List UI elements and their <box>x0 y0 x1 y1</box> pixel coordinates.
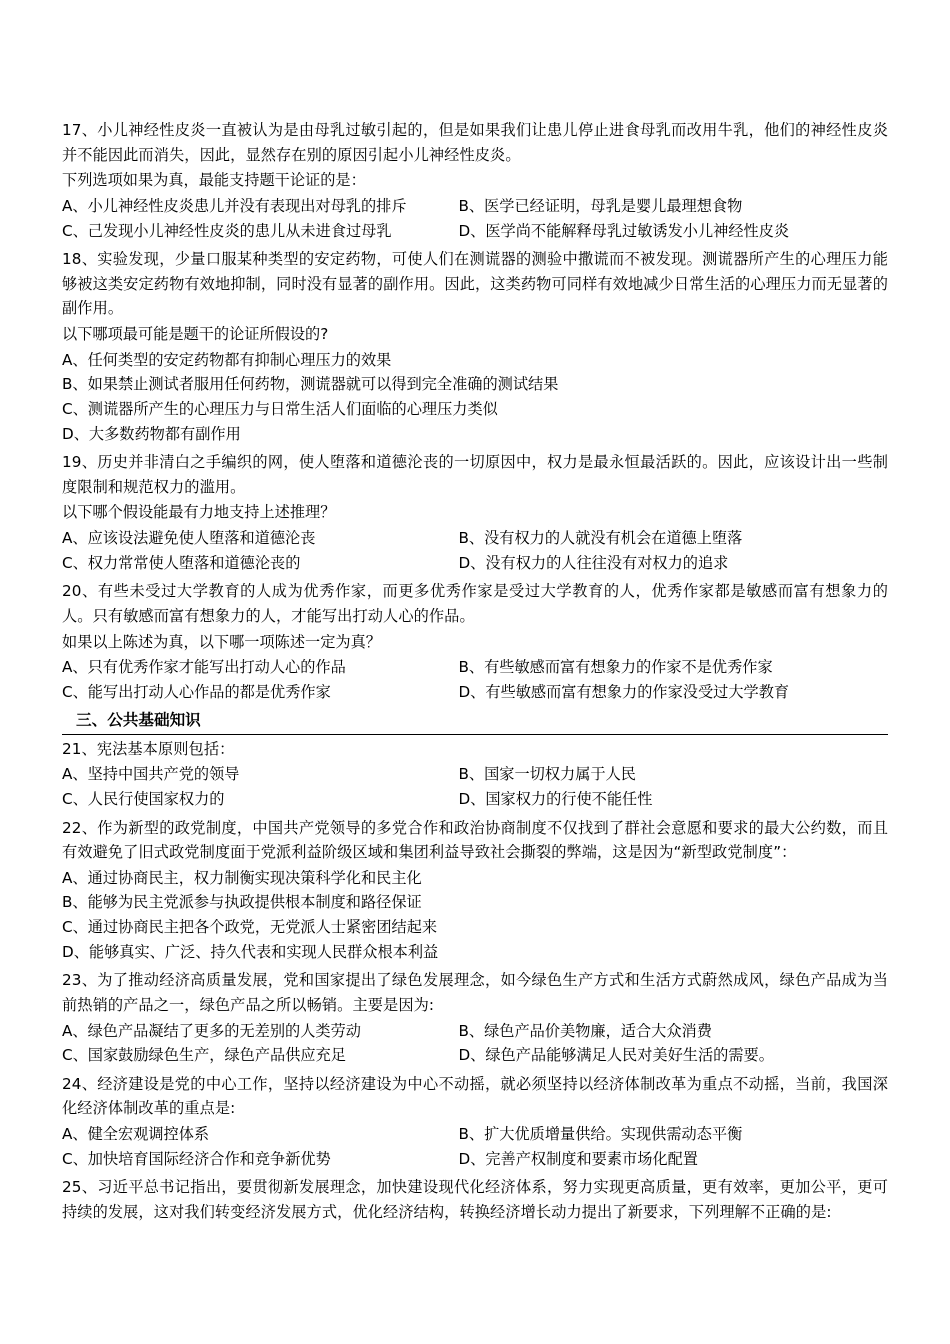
option-c[interactable]: C、人民行使国家权力的 <box>62 789 225 808</box>
option-a[interactable]: A、健全宏观调控体系 <box>62 1125 210 1143</box>
option-row <box>62 194 888 219</box>
option-b[interactable]: B、医学已经证明，母乳是婴儿最理想食物 <box>458 196 743 215</box>
options-group <box>62 526 888 575</box>
question-block-24 <box>62 1072 888 1172</box>
option-d[interactable]: D、绿色产品能够满足人民对美好生活的需要。 <box>458 1046 774 1065</box>
option-b[interactable]: B、扩大优质增量供给。实现供需动态平衡 <box>458 1125 743 1143</box>
options-group <box>62 655 888 704</box>
question-block-20 <box>62 579 888 704</box>
option-c[interactable]: C、权力常常使人堕落和道德沦丧的 <box>62 553 301 572</box>
option-c[interactable]: C、测谎器所产生的心理压力与日常生活人们面临的心理压力类似 <box>62 399 498 418</box>
options-group <box>62 194 888 243</box>
option-b[interactable]: B、如果禁止测试者服用任何药物，测谎器就可以得到完全准确的测试结果 <box>62 375 559 394</box>
option-row <box>62 1147 888 1172</box>
option-d[interactable]: D、国家权力的行使不能任性 <box>458 789 653 808</box>
option-d[interactable]: D、完善产权制度和要素市场化配置 <box>458 1149 698 1168</box>
option-a[interactable]: A、只有优秀作家才能写出打动人心的作品 <box>62 658 346 677</box>
option-row <box>62 551 888 576</box>
option-d[interactable]: D、有些敏感而富有想象力的作家没受过大学教育 <box>458 682 790 701</box>
option-c[interactable]: C、能写出打动人心作品的都是优秀作家 <box>62 682 331 701</box>
option-row <box>62 680 888 705</box>
question-stem: 24、经济建设是党的中心工作，坚持以经济建设为中心不动摇，就必须坚持以经济体制改革为重点不动摇，当前，我国深化经济体制改革的重点是: <box>62 1074 888 1118</box>
options-group <box>62 762 888 811</box>
option-row <box>62 655 888 680</box>
option-a[interactable]: A、通过协商民主，权力制衡实现决策科学化和民主化 <box>62 868 422 887</box>
option-d[interactable]: D、大多数药物都有副作用 <box>62 424 241 443</box>
question-stem: 25、习近平总书记指出，要贯彻新发展理念，加快建设现代化经济体系，努力实现更高质量，更有效率，更加公平，更可持续的发展，这对我们转变经济发展方式，优化经济结构，转换经济增长动力提出了新要求，下列理解不正确的是: <box>62 1178 888 1221</box>
question-stem: 21、宪法基本原则包括： <box>62 739 235 758</box>
question-block-25 <box>62 1175 888 1224</box>
option-c[interactable]: C、加快培育国际经济合作和竞争新优势 <box>62 1149 331 1168</box>
option-c[interactable]: C、国家鼓励绿色生产，绿色产品供应充足 <box>62 1046 346 1065</box>
question-stem: 19、历史并非清白之手编织的网，使人堕落和道德沦丧的一切原因中，权力是最永恒最活跃的。因此，应该设计出一些制度限制和规范权力的滥用。 <box>62 453 888 496</box>
question-block-18 <box>62 247 888 446</box>
option-b[interactable]: B、绿色产品价美物廉，适合大众消费 <box>458 1021 712 1040</box>
option-b[interactable]: B、没有权力的人就没有机会在道德上堕落 <box>458 529 743 547</box>
option-c[interactable]: C、己发现小儿神经性皮炎的患儿从未进食过母乳 <box>62 221 392 240</box>
options-group <box>62 1019 888 1068</box>
question-prompt: 以下哪项最可能是题干的论证所假设的? <box>62 325 329 343</box>
option-b[interactable]: B、能够为民主党派参与执政提供根本制度和路径保证 <box>62 893 422 912</box>
option-c[interactable]: C、通过协商民主把各个政党，无党派人士紧密团结起来 <box>62 918 438 936</box>
question-stem: 22、作为新型的政党制度，中国共产党领导的多党合作和政治协商制度不仅找到了群社会意愿和要求的最大公约数，而且有效避免了旧式政党制度面于党派利益阶级区域和集团利益导致社会撕裂的弊端，这是因为“新型政党制度”： <box>62 818 888 862</box>
question-prompt: 如果以上陈述为真，以下哪一项陈述一定为真？ <box>62 632 381 651</box>
options-group <box>62 1122 888 1171</box>
option-b[interactable]: B、有些敏感而富有想象力的作家不是优秀作家 <box>458 658 773 677</box>
option-d[interactable]: D、能够真实、广泛、持久代表和实现人民群众根本利益 <box>62 942 439 961</box>
question-stem: 23、为了推动经济高质量发展，党和国家提出了绿色发展理念，如今绿色生产方式和生活方式蔚然成风，绿色产品成为当前热销的产品之一，绿色产品之所以畅销。主要是因为: <box>62 971 888 1014</box>
option-a[interactable]: A、任何类型的安定药物都有抑制心理压力的效果 <box>62 350 392 369</box>
question-block-21 <box>62 737 888 812</box>
question-stem: 17、小儿神经性皮炎一直被认为是由母乳过敏引起的，但是如果我们让患儿停止进食母乳而改用牛乳，他们的神经性皮炎并不能因此而消失，因此，显然存在别的原因引起小儿神经性皮炎。 <box>62 121 888 164</box>
option-a[interactable]: A、应该设法避免使人堕落和道德沦丧 <box>62 529 316 547</box>
question-stem: 18、实验发现，少量口服某种类型的安定药物，可使人们在测谎器的测验中撒谎而不被发现。测谎器所产生的心理压力能够被这类安定药物有效地抑制，同时没有显著的副作用。因此，这类药物可同样有效地减少日常生活的心理压力而无显著的副作用。 <box>62 250 888 318</box>
question-block-19 <box>62 450 888 575</box>
options-group <box>62 348 888 447</box>
option-row <box>62 762 888 787</box>
option-d[interactable]: D、没有权力的人往往没有对权力的追求 <box>458 553 729 572</box>
option-a[interactable]: A、坚持中国共产党的领导 <box>62 765 240 784</box>
option-d[interactable]: D、医学尚不能解释母乳过敏诱发小儿神经性皮炎 <box>458 221 790 240</box>
option-a[interactable]: A、绿色产品凝结了更多的无差别的人类劳动 <box>62 1021 361 1040</box>
question-block-17 <box>62 118 888 243</box>
question-prompt: 下列选项如果为真，最能支持题干论证的是： <box>62 171 366 190</box>
option-row <box>62 1122 888 1147</box>
option-row <box>62 1043 888 1068</box>
question-block-22 <box>62 816 888 965</box>
option-row <box>62 526 888 551</box>
section-heading: 三、公共基础知识 <box>62 708 888 734</box>
option-b[interactable]: B、国家一切权力属于人民 <box>458 765 636 784</box>
option-row <box>62 219 888 244</box>
question-stem: 20、有些未受过大学教育的人成为优秀作家，而更多优秀作家是受过大学教育的人，优秀作家都是敏感而富有想象力的人。只有敏感而富有想象力的人，才能写出打动人心的作品。 <box>62 582 888 625</box>
question-prompt: 以下哪个假设能最有力地支持上述推理？ <box>62 503 336 522</box>
option-row <box>62 787 888 812</box>
option-row <box>62 1019 888 1044</box>
options-group <box>62 866 888 965</box>
option-a[interactable]: A、小儿神经性皮炎患儿并没有表现出对母乳的排斥 <box>62 196 407 215</box>
question-block-23 <box>62 968 888 1068</box>
